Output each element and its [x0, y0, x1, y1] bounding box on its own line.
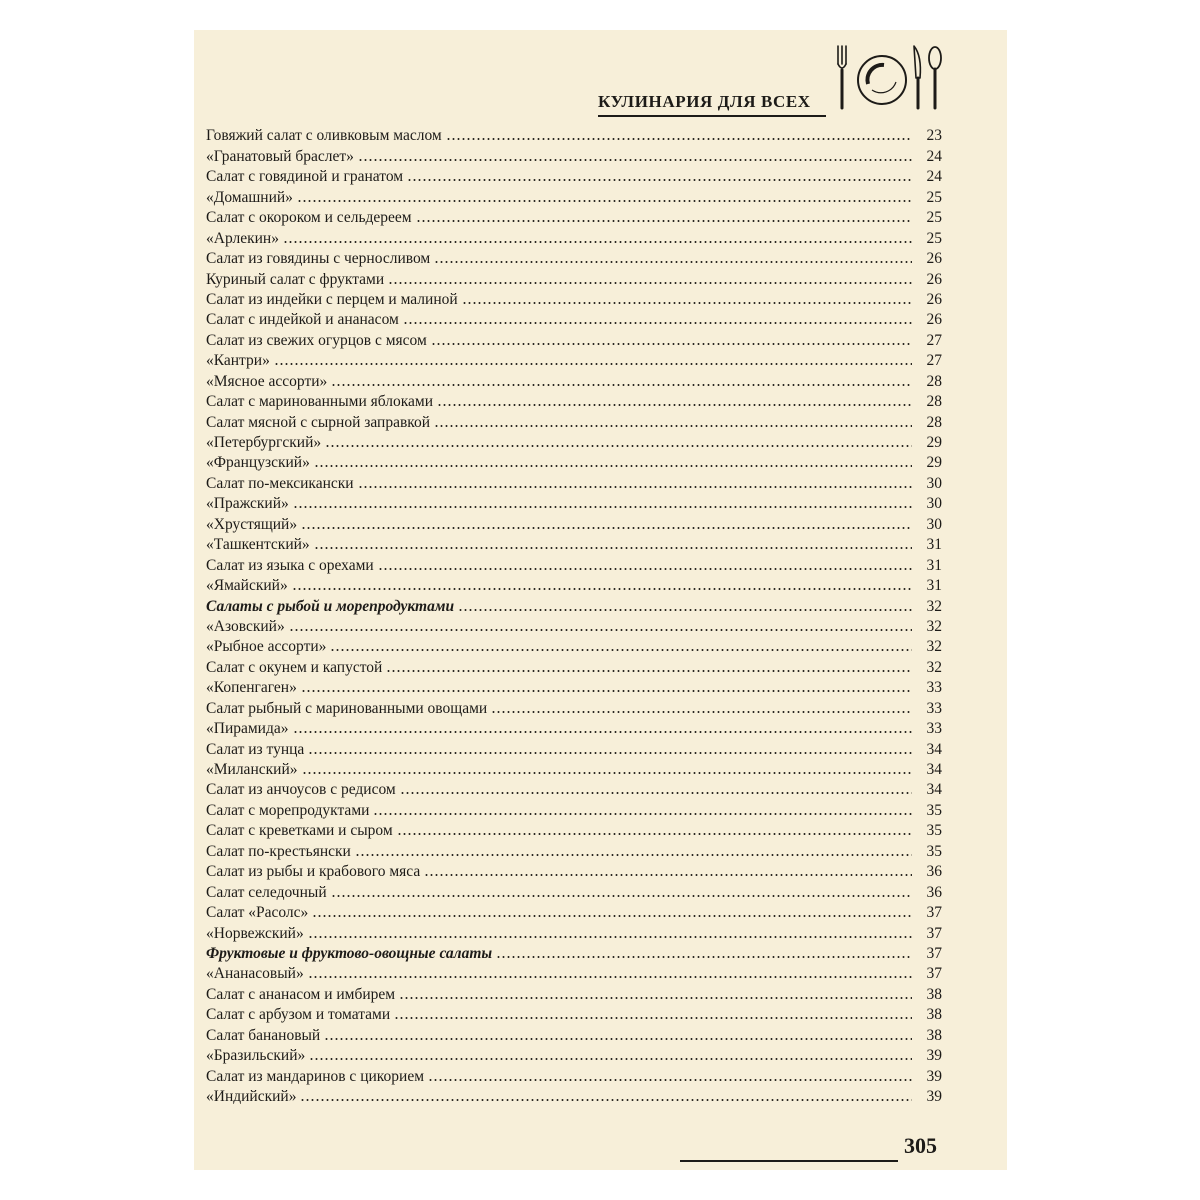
- toc-entry-page: 39: [926, 1067, 942, 1085]
- toc-entry-title: «Миланский»: [206, 761, 298, 778]
- toc-entry: [206, 513, 942, 533]
- toc-entry-page: 34: [926, 740, 942, 758]
- dot-leader: [309, 1045, 912, 1065]
- toc-entry: [206, 902, 942, 922]
- dot-leader: [403, 309, 912, 329]
- toc-entry-title: «Арлекин»: [206, 229, 279, 247]
- toc-entry: [206, 677, 942, 697]
- toc-entry-page: 37: [926, 924, 942, 942]
- toc-entry-title: «Индийский»: [206, 1088, 297, 1105]
- toc-entry-title: Салат по-мексикански: [206, 474, 354, 492]
- toc-entry-page: 25: [926, 209, 942, 227]
- cutlery-plate-icon: [832, 44, 944, 114]
- toc-entry-title: Салат с морепродуктами: [206, 801, 370, 819]
- toc-entry-title: «Хрустящий»: [206, 515, 298, 533]
- toc-entry: [206, 616, 942, 636]
- toc-entry-page: 36: [926, 883, 942, 901]
- dot-leader: [434, 411, 912, 431]
- toc-entry-title: «Гранатовый браслет»: [206, 147, 354, 165]
- dot-leader: [378, 554, 912, 574]
- toc-entry-title: «Мясное ассорти»: [206, 372, 328, 390]
- toc-entry-page: 30: [926, 474, 942, 492]
- dot-leader: [388, 268, 912, 288]
- toc-entry-page: 35: [926, 842, 942, 860]
- toc-entry-title: «Пражский»: [206, 495, 289, 513]
- toc-entry-title: Куриный салат с фруктами: [206, 270, 385, 288]
- dot-leader: [292, 575, 912, 595]
- toc-entry-page: 38: [926, 1026, 942, 1044]
- toc-entry-title: Салат мясной с сырной заправкой: [206, 413, 431, 431]
- toc-entry-title: «Ананасовый»: [206, 965, 304, 983]
- toc-entry-page: 36: [926, 863, 942, 881]
- dot-leader: [358, 472, 912, 492]
- dot-leader: [416, 207, 912, 227]
- toc-entry: [206, 1024, 942, 1044]
- toc-entry-page: 31: [926, 556, 942, 574]
- toc-entry-page: 28: [926, 393, 942, 411]
- toc-entry: [206, 329, 942, 349]
- toc-entry-title: Салат с ананасом и имбирем: [206, 985, 396, 1003]
- toc-entry-page: 26: [926, 311, 942, 329]
- page-number: 305: [904, 1133, 937, 1158]
- dot-leader: [407, 166, 912, 186]
- toc-entry-page: 35: [926, 822, 942, 840]
- toc-entry-title: «Домашний»: [206, 188, 293, 206]
- toc-entry-title: «Ямайский»: [206, 577, 288, 595]
- toc-entry: [206, 963, 942, 983]
- dot-leader: [394, 1004, 912, 1024]
- dot-leader: [301, 513, 912, 533]
- toc-entry-page: 23: [926, 127, 942, 145]
- toc-entry: [206, 759, 942, 779]
- toc-entry-page: 28: [926, 413, 942, 431]
- toc-entry-page: 39: [926, 1088, 942, 1105]
- toc-entry-page: 29: [926, 454, 942, 472]
- footer-rule: [680, 1160, 898, 1162]
- dot-leader: [400, 779, 912, 799]
- toc-entry-page: 38: [926, 985, 942, 1003]
- toc-entry-title: Салат с индейкой и ананасом: [206, 311, 399, 329]
- toc-entry: [206, 1045, 942, 1065]
- toc-entry-title: Салат с говядиной и гранатом: [206, 168, 404, 186]
- fork-icon: [838, 46, 846, 108]
- toc-entry: [206, 207, 942, 227]
- toc-entry-page: 30: [926, 495, 942, 513]
- dot-leader: [373, 799, 912, 819]
- toc-entry-title: «Копенгаген»: [206, 679, 297, 697]
- toc-entry-title: Салат из рыбы и крабового мяса: [206, 863, 421, 881]
- toc-entry-page: 27: [926, 331, 942, 349]
- toc-entry-page: 25: [926, 229, 942, 247]
- toc-entry-page: 37: [926, 965, 942, 983]
- toc-entry-page: 37: [926, 904, 942, 922]
- toc-entry-page: 29: [926, 434, 942, 451]
- table-of-contents: [206, 125, 942, 1106]
- toc-entry: [206, 718, 942, 738]
- toc-entry-title: Салат по-крестьянски: [206, 842, 351, 860]
- toc-entry-title: Салат из анчоусов с редисом: [206, 781, 396, 799]
- toc-entry-title: «Петербургский»: [206, 434, 322, 451]
- toc-entry-page: 39: [926, 1047, 942, 1065]
- dot-leader: [325, 432, 912, 452]
- toc-entry-title: «Кантри»: [206, 352, 270, 370]
- dot-leader: [308, 922, 912, 942]
- toc-entry-page: 34: [926, 781, 942, 799]
- toc-entry: [206, 697, 942, 717]
- toc-entry-title: Салат из свежих огурцов с мясом: [206, 331, 427, 349]
- running-title: КУЛИНАРИЯ ДЛЯ ВСЕХ: [598, 92, 811, 111]
- toc-entry: [206, 983, 942, 1003]
- toc-section-heading: [206, 943, 942, 963]
- dot-leader: [358, 145, 912, 165]
- toc-entry-page: 32: [926, 638, 942, 656]
- dot-leader: [314, 534, 912, 554]
- dot-leader: [491, 697, 912, 717]
- dot-leader: [312, 902, 912, 922]
- toc-entry: [206, 166, 942, 186]
- dot-leader: [300, 1086, 912, 1106]
- dot-leader: [308, 963, 912, 983]
- toc-entry-page: 31: [926, 536, 942, 554]
- dot-leader: [434, 248, 912, 268]
- dot-leader: [458, 595, 912, 615]
- dot-leader: [428, 1065, 912, 1085]
- toc-entry: [206, 799, 942, 819]
- dot-leader: [302, 759, 913, 779]
- toc-entry-title: Салат с окороком и сельдереем: [206, 209, 412, 227]
- toc-entry-title: Салат из тунца: [206, 740, 305, 758]
- toc-entry: [206, 472, 942, 492]
- toc-entry-page: 24: [926, 168, 942, 186]
- toc-entry: [206, 350, 942, 370]
- toc-entry: [206, 881, 942, 901]
- toc-entry: [206, 493, 942, 513]
- toc-entry-page: 33: [926, 720, 942, 738]
- toc-entry-title: Салат из индейки с перцем и малиной: [206, 290, 458, 308]
- dot-leader: [308, 738, 912, 758]
- toc-entry-title: «Ташкентский»: [206, 536, 310, 554]
- page-header: [194, 30, 1007, 140]
- toc-entry: [206, 840, 942, 860]
- toc-entry: [206, 656, 942, 676]
- toc-entry-title: «Бразильский»: [206, 1047, 306, 1065]
- toc-entry-title: Салат с креветками и сыром: [206, 822, 393, 840]
- toc-entry: [206, 125, 942, 145]
- toc-entry-page: 26: [926, 270, 942, 288]
- toc-entry-title: Салат с окунем и капустой: [206, 658, 383, 676]
- toc-entry: [206, 370, 942, 390]
- toc-entry-title: Говяжий салат с оливковым маслом: [206, 127, 442, 145]
- toc-entry: [206, 738, 942, 758]
- toc-entry: [206, 432, 942, 452]
- dot-leader: [314, 452, 912, 472]
- toc-entry-title: «Пирамида»: [206, 720, 289, 738]
- toc-entry-title: Салат с маринованными яблоками: [206, 393, 434, 411]
- toc-entry-title: Салат с арбузом и томатами: [206, 1006, 391, 1024]
- toc-entry-page: 32: [926, 597, 942, 615]
- dot-leader: [331, 370, 912, 390]
- dot-leader: [330, 636, 912, 656]
- book-page: [194, 30, 1007, 1170]
- toc-entry-page: 38: [926, 1006, 942, 1024]
- toc-entry-page: 26: [926, 250, 942, 268]
- toc-entry-title: «Рыбное ассорти»: [206, 638, 327, 656]
- toc-entry-page: 27: [926, 352, 942, 370]
- toc-entry-title: Салат «Расолс»: [206, 904, 309, 922]
- toc-entry-page: 25: [926, 188, 942, 206]
- dot-leader: [431, 329, 912, 349]
- dot-leader: [397, 820, 912, 840]
- dot-leader: [283, 227, 912, 247]
- toc-entry-page: 32: [926, 617, 942, 635]
- header-rule: [598, 115, 826, 117]
- dot-leader: [331, 881, 912, 901]
- knife-icon: [914, 46, 920, 108]
- toc-entry-title: Салат селедочный: [206, 883, 327, 901]
- toc-entry: [206, 636, 942, 656]
- dot-leader: [293, 718, 913, 738]
- dot-leader: [301, 677, 912, 697]
- toc-entry-title: Салат из мандаринов с цикорием: [206, 1067, 425, 1085]
- toc-entry-title: «Азовский»: [206, 617, 285, 635]
- toc-entry-page: 37: [926, 944, 942, 962]
- toc-entry-page: 33: [926, 679, 942, 697]
- toc-entry-page: 28: [926, 372, 942, 390]
- toc-entry: [206, 186, 942, 206]
- toc-entry: [206, 861, 942, 881]
- toc-entry: [206, 1086, 942, 1106]
- dot-leader: [399, 983, 912, 1003]
- dot-leader: [446, 125, 912, 145]
- dot-leader: [496, 943, 912, 963]
- toc-entry: [206, 452, 942, 472]
- toc-entry: [206, 1065, 942, 1085]
- toc-entry: [206, 248, 942, 268]
- toc-entry-page: 26: [926, 290, 942, 308]
- toc-section-heading: [206, 595, 942, 615]
- toc-entry: [206, 227, 942, 247]
- toc-entry-page: 34: [926, 761, 942, 778]
- toc-entry: [206, 145, 942, 165]
- toc-entry: [206, 411, 942, 431]
- toc-entry-page: 31: [926, 577, 942, 595]
- dot-leader: [437, 391, 912, 411]
- toc-entry: [206, 575, 942, 595]
- dot-leader: [386, 656, 912, 676]
- dot-leader: [289, 616, 912, 636]
- toc-entry: [206, 289, 942, 309]
- toc-entry-title: «Французский»: [206, 454, 310, 472]
- toc-entry: [206, 820, 942, 840]
- toc-entry-page: 24: [926, 147, 942, 165]
- dot-leader: [297, 186, 912, 206]
- dot-leader: [424, 861, 912, 881]
- dot-leader: [324, 1024, 912, 1044]
- toc-entry-title: Салат из говядины с черносливом: [206, 250, 431, 268]
- toc-entry: [206, 309, 942, 329]
- dot-leader: [355, 840, 912, 860]
- toc-entry: [206, 534, 942, 554]
- toc-entry-title: Салат банановый: [206, 1026, 321, 1044]
- toc-entry: [206, 391, 942, 411]
- toc-entry-title: Салат из языка с орехами: [206, 556, 374, 574]
- toc-entry-page: 33: [926, 699, 942, 717]
- toc-entry: [206, 1004, 942, 1024]
- toc-entry-title: Салаты с рыбой и морепродуктами: [206, 597, 455, 615]
- toc-entry: [206, 779, 942, 799]
- toc-entry-page: 30: [926, 515, 942, 533]
- toc-entry-title: «Норвежский»: [206, 924, 304, 942]
- dot-leader: [274, 350, 912, 370]
- toc-entry-title: Фруктовые и фруктово-овощные салаты: [206, 944, 493, 962]
- spoon-icon: [929, 47, 941, 108]
- toc-entry-page: 35: [926, 801, 942, 819]
- toc-entry-title: Салат рыбный с маринованными овощами: [206, 699, 488, 717]
- toc-entry: [206, 922, 942, 942]
- plate-icon: [858, 56, 906, 104]
- dot-leader: [293, 493, 912, 513]
- toc-entry: [206, 268, 942, 288]
- toc-entry: [206, 554, 942, 574]
- dot-leader: [462, 289, 912, 309]
- toc-entry-page: 32: [926, 658, 942, 676]
